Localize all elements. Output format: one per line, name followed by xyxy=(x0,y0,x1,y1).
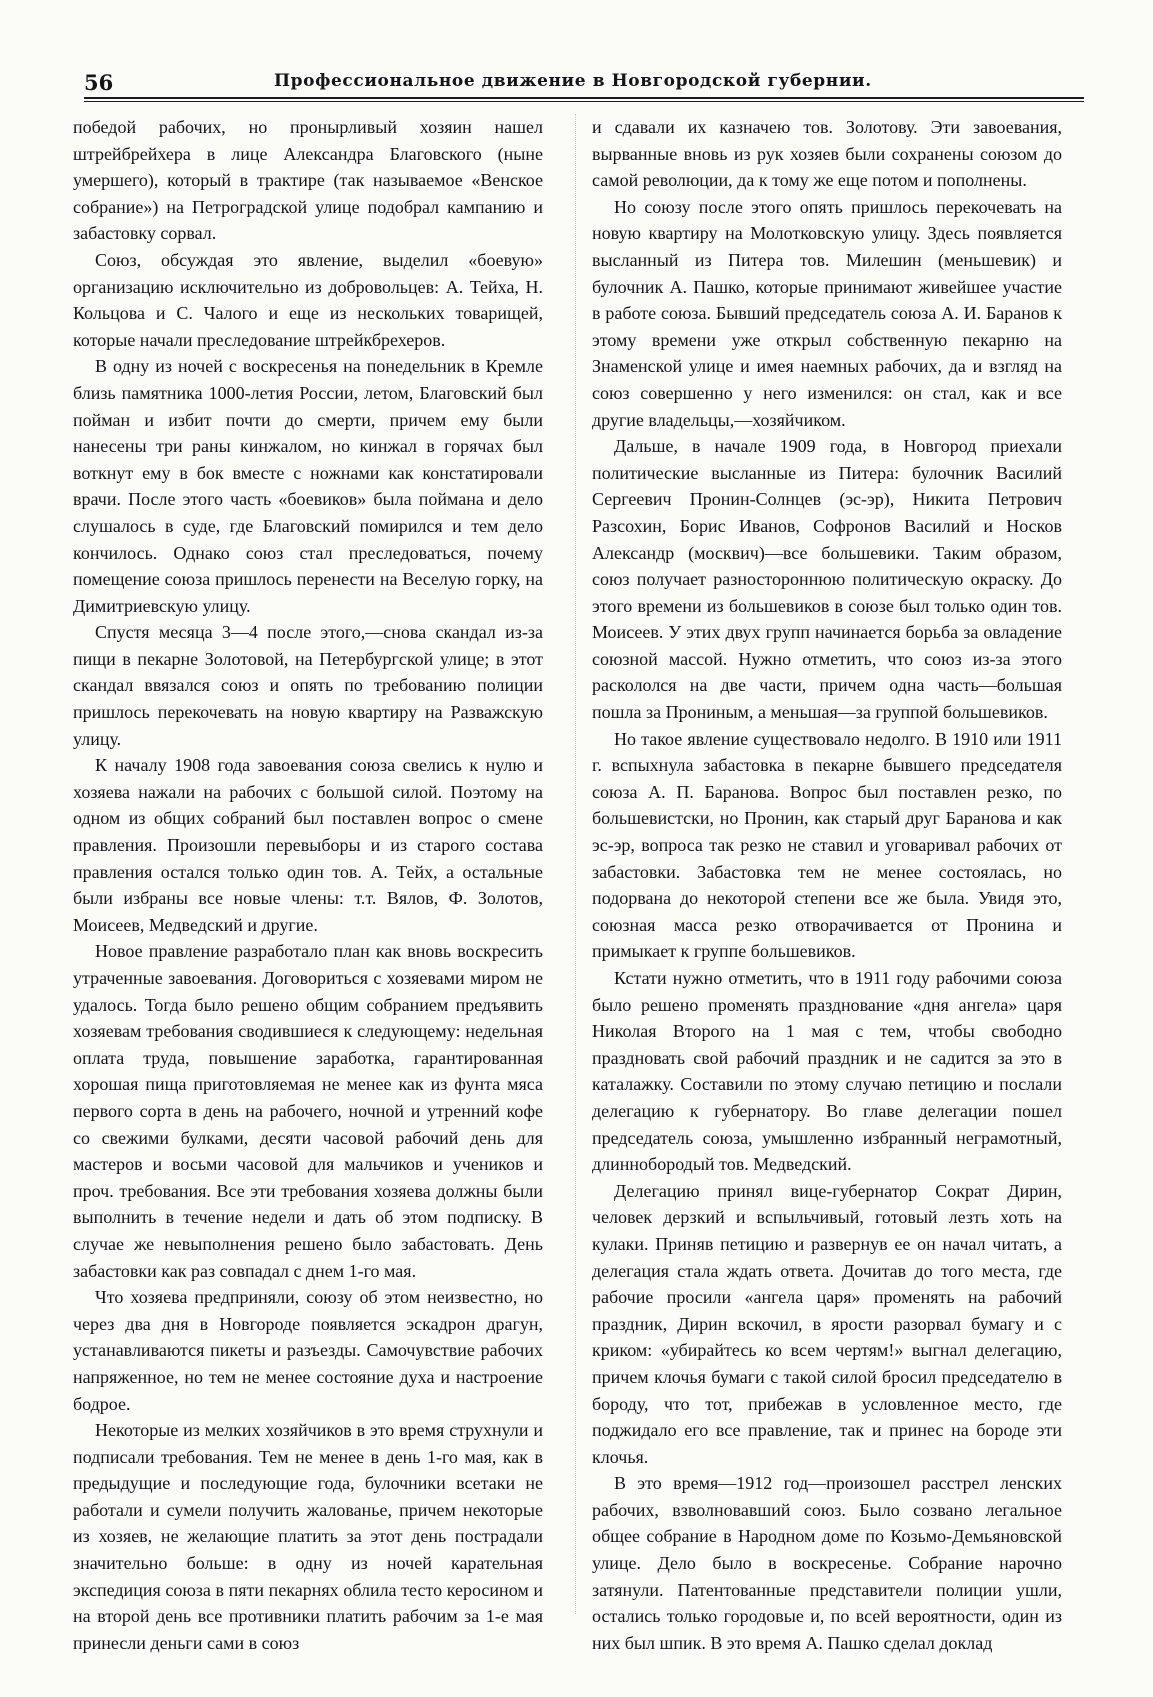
paragraph: Некоторые из мелких хозяйчиков в это время струхнули и подписали требования. Тем не менее в день 1-го мая, как в предыдущие и последующие года, булочники всетаки не работали и сумели получить жалованье, причем некоторые из хозяев, не желающие платить за этот день пострадали значительно больше: в одну из ночей карательная экспедиция союза в пяти пекарнях облила тесто керосином и на второй день все противники платить рабочим за 1-е мая принесли деньги сами в союз xyxy=(73,1420,543,1653)
paragraph: В одну из ночей с воскресенья на понедельник в Кремле близь памятника 1000-летия России, летом, Благовский был пойман и избит почти до смерти, причем ему были нанесены три раны кинжалом, но кинжал в горячах был воткнут ему в бок вместе с ножнами как констатировали врачи. После этого часть «боевиков» была поймана и дело слушалось в суде, где Благовский помирился и тем дело кончилось. Однако союз стал преследоваться, почему помещение союза пришлось перенести на Веселую горку, на Димитриевскую улицу. xyxy=(73,356,543,616)
paragraph: Но такое явление существовало недолго. В 1910 или 1911 г. вспыхнула забастовка в пекарне бывшего председателя союза А. П. Баранова. Вопрос был поставлен резко, по большевистски, но Пронин, как старый друг Баранова и как эс-эр, вопроса так резко не ставил и уговаривал рабочих от забастовки. Забастовка тем не менее состоялась, но подорвана до некоторой степени все же была. Увидя это, союзная масса резко отворачивается от Пронина и примыкает к группе большевиков. xyxy=(592,728,1062,962)
left-column xyxy=(73,114,543,1656)
paragraph: Кстати нужно отметить, что в 1911 году рабочими союза было решено променять празднование «дня ангела» царя Николая Второго на 1 мая с тем, чтобы свободно праздновать свой рабочий праздник и не садится за это в каталажку. Составили по этому случаю петицию и послали делегацию к губернатору. Во главе делегации пошел председатель союза, умышленно избранный неграмотный, длиннобородый тов. Медведский. xyxy=(592,968,1062,1175)
page-number: 56 xyxy=(84,70,114,95)
paragraph: В это время—1912 год—произошел расстрел ленских рабочих, взволновавший союз. Было созвано легальное общее собрание в Народном доме по Козьмо-Демьяновской улице. Дело было в воскресенье. Собрание нарочно затянули. Патентованные представители полиции ушли, остались только городовые и, по всей вероятности, один из них был шпик. В это время А. Пашко сделал доклад xyxy=(592,1473,1062,1653)
right-column xyxy=(592,114,1062,1656)
header-rule xyxy=(84,97,1084,99)
column-divider xyxy=(575,114,576,1614)
paragraph: Но союзу после этого опять пришлось перекочевать на новую квартиру на Молотковскую улицу. Здесь появляется высланный из Питера тов. Милешин (меньшевик) и булочник А. Пашко, которые принимают живейшее участие в работе союза. Бывший председатель союза А. И. Баранов к этому времени уже открыл собственную пекарню на Знаменской улице и имея наемных рабочих, да и взгляд на союз совершенно у него изменился: он стал, как и все другие владельцы,—хозяйчиком. xyxy=(592,196,1062,430)
paragraph: К началу 1908 года завоевания союза свелись к нулю и хозяева нажали на рабочих с большой силой. Поэтому на одном из общих собраний был поставлен вопрос о смене правления. Произошли перевыборы и из старого состава правления остался только один тов. А. Тейх, а остальные были избраны все новые члены: т.т. Вялов, Ф. Золотов, Моисеев, Медведский и другие. xyxy=(73,755,543,935)
paragraph: Делегацию принял вице-губернатор Сократ Дирин, человек дерзкий и вспыльчивый, готовый лезть хоть на кулаки. Приняв петицию и развернув ее он начал читать, а делегация стала ждать ответа. Дочитав до того места, где рабочие просили «ангела царя» променять на рабочий праздник, Дирин вскочил, в ярости разорвал бумагу и с криком: «убирайтесь ко всем чертям!» выгнал делегацию, причем клочья бумаги с такой силой бросил председателю в бороду, что тот, прибежав в условленное место, где поджидало его все правление, так и принес на бороде эти клочья. xyxy=(592,1180,1062,1467)
paragraph: Новое правление разработало план как вновь воскресить утраченные завоевания. Договориться с хозяевами миром не удалось. Тогда было решено общим собранием предъявить хозяевам требования сводившиеся к следующему: недельная оплата труда, повышение заработка, гарантированная хорошая пища приготовляемая не менее как из фунта мяса первого сорта в день на рабочего, ночной и утренний кофе со свежими булками, десяти часовой рабочий день для мастеров и восьми часовой для мальчиков и учеников и проч. требования. Все эти требования хозяева должны были выполнить в течение недели и дать об этом подписку. В случае же невыполнения решено было забастовать. День забастовки как раз совпадал с днем 1-го мая. xyxy=(73,941,543,1281)
paragraph: Дальше, в начале 1909 года, в Новгород приехали политические высланные из Питера: булочник Василий Сергеевич Пронин-Солнцев (эс-эр), Никита Петрович Разсохин, Борис Иванов, Софронов Василий и Носков Александр (москвич)—все большевики. Таким образом, союз получает разностороннюю политическую окраску. До этого времени из большевиков в союзе был только один тов. Моисеев. У этих двух групп начинается борьба за овладение союзной массой. Нужно отметить, что союз из-за этого раскололся на две части, причем одна часть—большая пошла за Прониным, а меньшая—за группой большевиков. xyxy=(592,436,1062,723)
paragraph: победой рабочих, но пронырливый хозяин нашел штрейбрейхера в лице Александра Благовского (ныне умершего), который в трактире (так называемое «Венское собрание») на Петроградской улице подобрал кампанию и забастовку сорвал. xyxy=(73,117,543,244)
paragraph: и сдавали их казначею тов. Золотову. Эти завоевания, вырванные вновь из рук хозяев были сохранены союзом до самой революции, да к тому же еще потом и пополнены. xyxy=(592,117,1062,191)
paragraph: Спустя месяца 3—4 после этого,—снова скандал из-за пищи в пекарне Золотовой, на Петербургской улице; в этот скандал ввязался союз и опять по требованию полиции пришлось перекочевать на новую квартиру на Разважскую улицу. xyxy=(73,622,543,749)
header-rule-thin xyxy=(84,101,1084,102)
running-title: Профессиональное движение в Новгородской губернии. xyxy=(274,71,872,91)
paragraph: Союз, обсуждая это явление, выделил «боевую» организацию исключительно из добровольцев: А. Тейха, Н. Кольцова и С. Чалого и еще из нескольких товарищей, которые начали преследование штрейкбрехеров. xyxy=(73,249,543,350)
page-header xyxy=(84,70,1084,100)
paragraph: Что хозяева предприняли, союзу об этом неизвестно, но через два дня в Новгороде появляется эскадрон драгун, устанавливаются пикеты и разъезды. Самочувствие рабочих напряженное, но тем не менее состояние духа и настроение бодрое. xyxy=(73,1287,543,1414)
